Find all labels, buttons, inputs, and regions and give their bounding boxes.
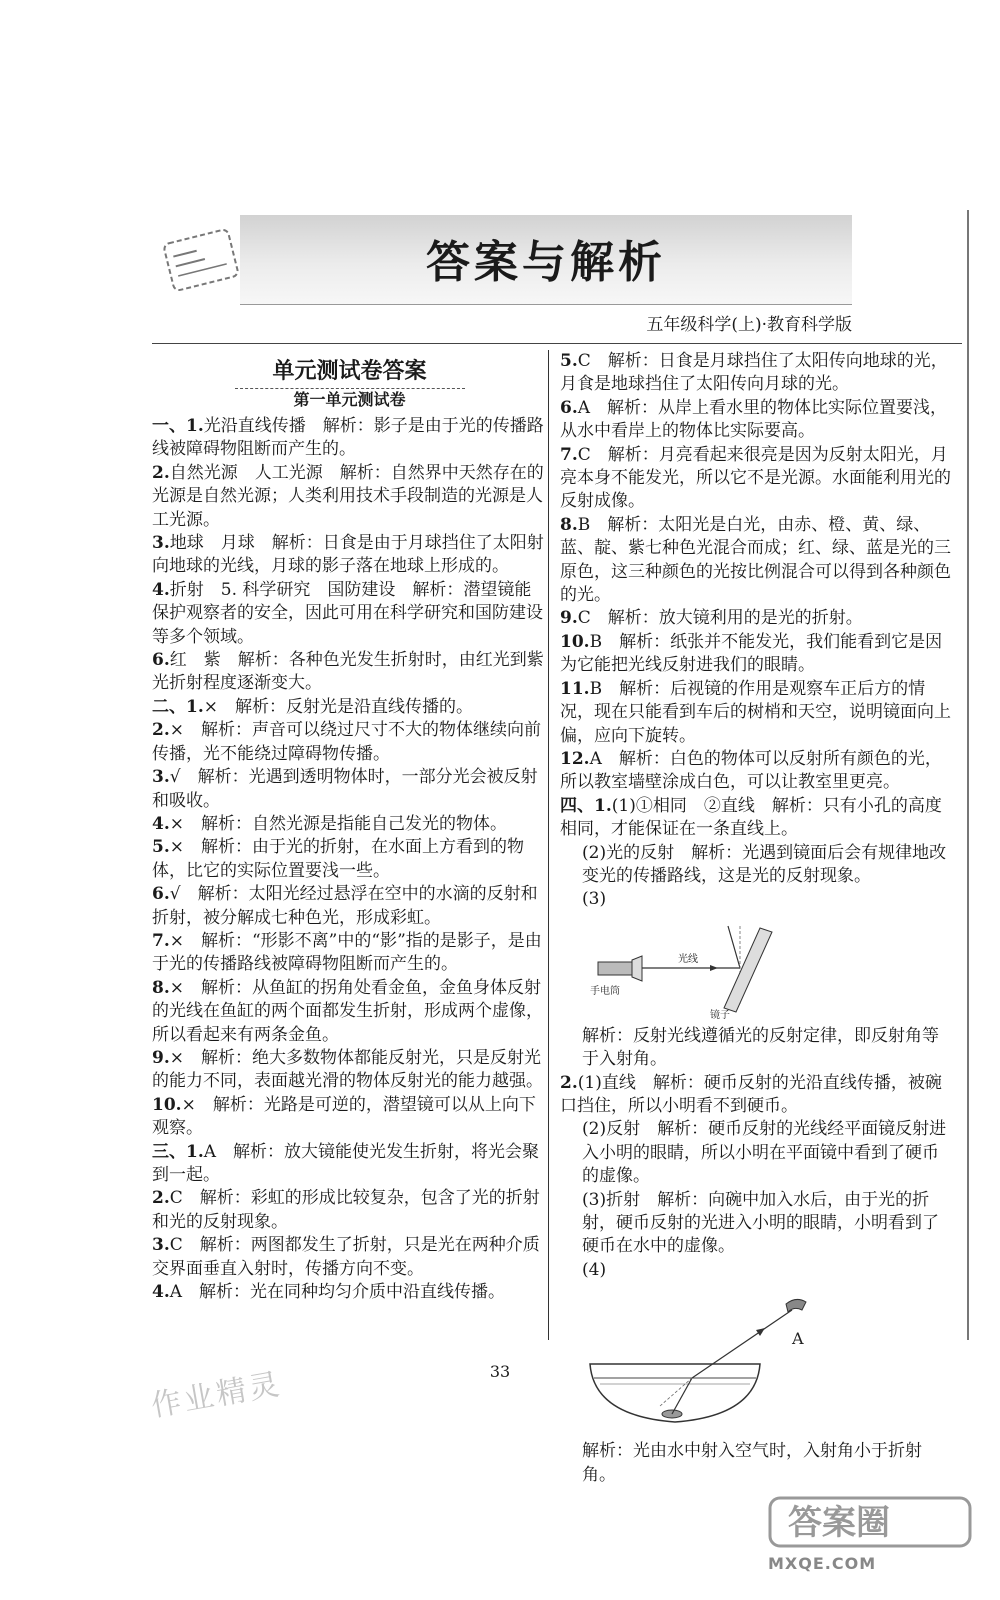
answer-item — [152, 719, 547, 766]
answer-item — [152, 836, 547, 883]
answer-text: 解析：光由水中射入空气时，入射角小于折射角。 — [582, 1441, 922, 1485]
stamp-icon — [159, 224, 242, 296]
header-rule — [152, 343, 962, 344]
answer-item — [152, 462, 547, 532]
answer-number: 2. — [152, 1188, 170, 1209]
answer-text: A 解析：白色的物体可以反射所有颜色的光，所以教室墙壁涂成白色，可以让教室里更亮。 — [560, 748, 942, 793]
answer-text: × 解析：从鱼缸的拐角处看金鱼，金鱼身体反射的光线在鱼缸的两个面都发生折射，形成两个虚像，所以看起来有两条金鱼。 — [152, 977, 543, 1045]
answer-item — [152, 1281, 547, 1304]
answer-item — [152, 579, 547, 649]
answer-text: C 解析：彩虹的形成比较复杂，包含了光的折射和光的反射现象。 — [152, 1188, 540, 1232]
answer-number: 10. — [560, 631, 590, 652]
answer-item — [152, 532, 547, 579]
column-divider — [548, 350, 549, 1340]
answer-number: 2. — [152, 462, 170, 483]
answer-number: 8. — [152, 977, 170, 998]
answer-number: 二、1. — [152, 696, 204, 717]
answer-item — [152, 1234, 547, 1281]
answer-text: 地球 月球 解析：日食是由于月球挡住了太阳射向地球的光线，月球的影子落在地球上形成的。 — [152, 533, 544, 577]
answer-item — [560, 350, 955, 397]
answer-text: × 解析：自然光源是指能自己发光的物体。 — [169, 813, 507, 834]
answer-text: A 解析：放大镜能使光发生折射，将光会聚到一起。 — [152, 1141, 540, 1185]
answer-text: 红 紫 解析：各种色光发生折射时，由红光到紫光折射程度逐渐变大。 — [152, 650, 544, 694]
eye-icon — [786, 1300, 806, 1313]
answer-text: C 解析：日食是月球挡住了太阳传向地球的光，月食是地球挡住了太阳传向月球的光。 — [560, 351, 948, 395]
answer-text: (2)光的反射 解析：光遇到镜面后会有规律地改变光的传播路线，这是光的反射现象。 — [582, 842, 947, 886]
mirror-label: 镜子 — [710, 1009, 730, 1021]
answer-number: 四、1. — [560, 795, 612, 816]
answer-item — [152, 415, 547, 462]
answer-text: × 解析：反射光是沿直线传播的。 — [203, 696, 473, 717]
right-answer-list-a — [560, 350, 955, 912]
answer-item — [152, 1187, 547, 1234]
answer-number: 12. — [560, 748, 590, 769]
answer-number: 2. — [152, 720, 170, 741]
answer-text: C 解析：月亮看起来很亮是因为反射太阳光，月亮本身不能发光，所以它不是光源。水面能利用光的反射成像。 — [560, 444, 951, 512]
right-answer-list-c — [560, 1440, 955, 1487]
answer-item — [152, 813, 547, 836]
answer-number: 一、1. — [152, 416, 204, 436]
answer-number: 6. — [560, 397, 578, 418]
answer-text: (4) — [582, 1259, 607, 1280]
answer-number: 3. — [152, 767, 170, 788]
answer-text: 折射 5. 科学研究 国防建设 解析：潜望镜能保护观察者的安全，因此可用在科学研究和国防建设等多个领域。 — [152, 579, 543, 647]
answer-text: C 解析：放大镜利用的是光的折射。 — [577, 608, 863, 629]
answer-text: × 解析：光路是可逆的，潜望镜可以从上向下观察。 — [152, 1094, 536, 1139]
answer-text: (3)折射 解析：向碗中加入水后，由于光的折射，硬币反射的光进入小明的眼睛，小明看到了硬币在水中的虚像。 — [582, 1189, 939, 1257]
answer-item — [152, 766, 547, 813]
answer-number: 3. — [152, 533, 170, 554]
answer-text: (1)直线 解析：硬币反射的光沿直线传播，被碗口挡住，所以小明看不到硬币。 — [560, 1072, 942, 1116]
section-title: 单元测试卷答案 — [272, 358, 427, 384]
mirror-icon — [724, 928, 772, 1012]
answer-number: 4. — [152, 1282, 170, 1303]
answer-item — [560, 888, 955, 911]
answer-item — [560, 444, 955, 514]
watermark-logo-icon — [760, 1490, 990, 1550]
answer-item — [560, 678, 955, 748]
answer-text: (2)反射 解析：硬币反射的光线经平面镜反射进入小明的眼睛，所以小明在平面镜中看到了硬币的虚像。 — [582, 1119, 947, 1187]
answer-text: B 解析：纸张并不能发光，我们能看到它是因为它能把光线反射进我们的眼睛。 — [560, 631, 943, 676]
answer-number: 9. — [560, 608, 578, 629]
right-answer-list-b — [560, 1025, 955, 1282]
answer-text: × 解析：绝大多数物体都能反射光，只是反射光的能力不同，表面越光滑的物体反射光的能力越强。 — [152, 1047, 543, 1092]
answer-number: 4. — [152, 813, 170, 834]
title-band-underline — [240, 304, 852, 305]
answer-text: √ 解析：光遇到透明物体时，一部分光会被反射和吸收。 — [152, 767, 538, 811]
page-edge-rule — [967, 210, 969, 1340]
answer-text: B 解析：太阳光是白光，由赤、橙、黄、绿、蓝、靛、紫七种色光混合而成；红、绿、蓝是光的三原色，这三种颜色的光按比例混合可以得到各种颜色的光。 — [560, 514, 951, 606]
answer-number: 5. — [152, 837, 170, 858]
answer-text: × 解析：声音可以绕过尺寸不大的物体继续向前传播，光不能绕过障碍物传播。 — [152, 720, 541, 764]
answer-item — [560, 1025, 955, 1072]
answer-item — [152, 1094, 547, 1141]
answer-text: B 解析：后视镜的作用是观察车正后方的情况，现在只能看到车后的树梢和天空，说明镜面向上偏，应向下旋转。 — [560, 678, 951, 746]
answer-text: (1)①相同 ②直线 解析：只有小孔的高度相同，才能保证在一条直线上。 — [560, 795, 942, 840]
answer-item — [560, 397, 955, 444]
answer-item — [152, 883, 547, 930]
answer-item — [560, 1118, 955, 1188]
answer-number: 8. — [560, 514, 578, 535]
answer-item — [560, 1259, 955, 1282]
answer-item — [152, 649, 547, 696]
answer-item — [560, 795, 955, 842]
answer-number: 10. — [152, 1094, 182, 1115]
answer-item — [152, 1047, 547, 1094]
answer-item — [152, 930, 547, 977]
answer-text: C 解析：两图都发生了折射，只是光在两种介质交界面垂直入射时，传播方向不变。 — [152, 1235, 540, 1279]
answer-text: × 解析：“形影不离”中的“影”指的是影子，是由于光的传播路线被障碍物阻断而产生的。 — [152, 930, 542, 975]
answer-number: 4. — [152, 579, 170, 600]
answer-text: × 解析：由于光的折射，在水面上方看到的物体，比它的实际位置要浅一些。 — [152, 837, 524, 881]
answer-item — [560, 1072, 955, 1119]
watermark-brand: 答案圈 — [788, 1503, 890, 1543]
answer-number: 11. — [560, 678, 590, 699]
subsection-title: 第一单元测试卷 — [235, 388, 465, 411]
left-column — [152, 350, 547, 1304]
answer-item — [560, 631, 955, 678]
answer-text: 自然光源 人工光源 解析：自然界中天然存在的光源是自然光源；人类利用技术手段制造的光源是人工光源。 — [152, 462, 544, 530]
answer-item — [560, 1189, 955, 1259]
page-title: 答案与解析 — [426, 237, 666, 288]
answer-number: 7. — [152, 930, 170, 951]
answer-number: 5. — [560, 351, 578, 371]
answer-number: 6. — [152, 884, 170, 905]
left-answer-list — [152, 415, 547, 1304]
page-subtitle: 五年级科学(上)·教育科学版 — [646, 315, 852, 335]
answer-number: 9. — [152, 1047, 170, 1068]
answer-item — [560, 607, 955, 630]
ray-label: 光线 — [678, 953, 698, 965]
watermark-text: 作业精灵 — [148, 1366, 285, 1425]
answer-number: 3. — [152, 1235, 170, 1256]
answer-text: 解析：反射光线遵循光的反射定律，即反射角等于入射角。 — [582, 1025, 939, 1070]
answer-item — [560, 842, 955, 889]
watermark-site: MXQE.COM — [768, 1554, 877, 1573]
answer-text: √ 解析：太阳光经过悬浮在空中的水滴的反射和折射，被分解成七种色光，形成彩虹。 — [152, 884, 538, 928]
flashlight-icon — [598, 962, 632, 975]
page-number: 33 — [489, 1362, 511, 1381]
answer-item — [152, 696, 547, 719]
answer-item — [560, 1440, 955, 1487]
answer-number: 7. — [560, 444, 578, 465]
answer-text: A 解析：从岸上看水里的物体比实际位置要浅，从水中看岸上的物体比实际要高。 — [560, 397, 948, 442]
answer-item — [560, 748, 955, 795]
answer-item — [152, 977, 547, 1047]
answer-item — [152, 1141, 547, 1188]
right-column — [560, 350, 955, 1487]
flashlight-label: 手电筒 — [590, 985, 620, 997]
answer-number: 三、1. — [152, 1141, 204, 1162]
watermark-logo — [760, 1490, 990, 1590]
mirror-reflection-diagram — [560, 916, 860, 1021]
answer-number: 2. — [560, 1072, 578, 1093]
answer-number: 6. — [152, 650, 170, 671]
answer-text: 光沿直线传播 解析：影子是由于光的传播路线被障碍物阻断而产生的。 — [152, 416, 544, 460]
point-a-label: A — [792, 1329, 804, 1349]
answer-text: A 解析：光在同种均匀介质中沿直线传播。 — [169, 1282, 506, 1303]
answer-text: (3) — [582, 889, 607, 910]
answer-item — [560, 514, 955, 608]
